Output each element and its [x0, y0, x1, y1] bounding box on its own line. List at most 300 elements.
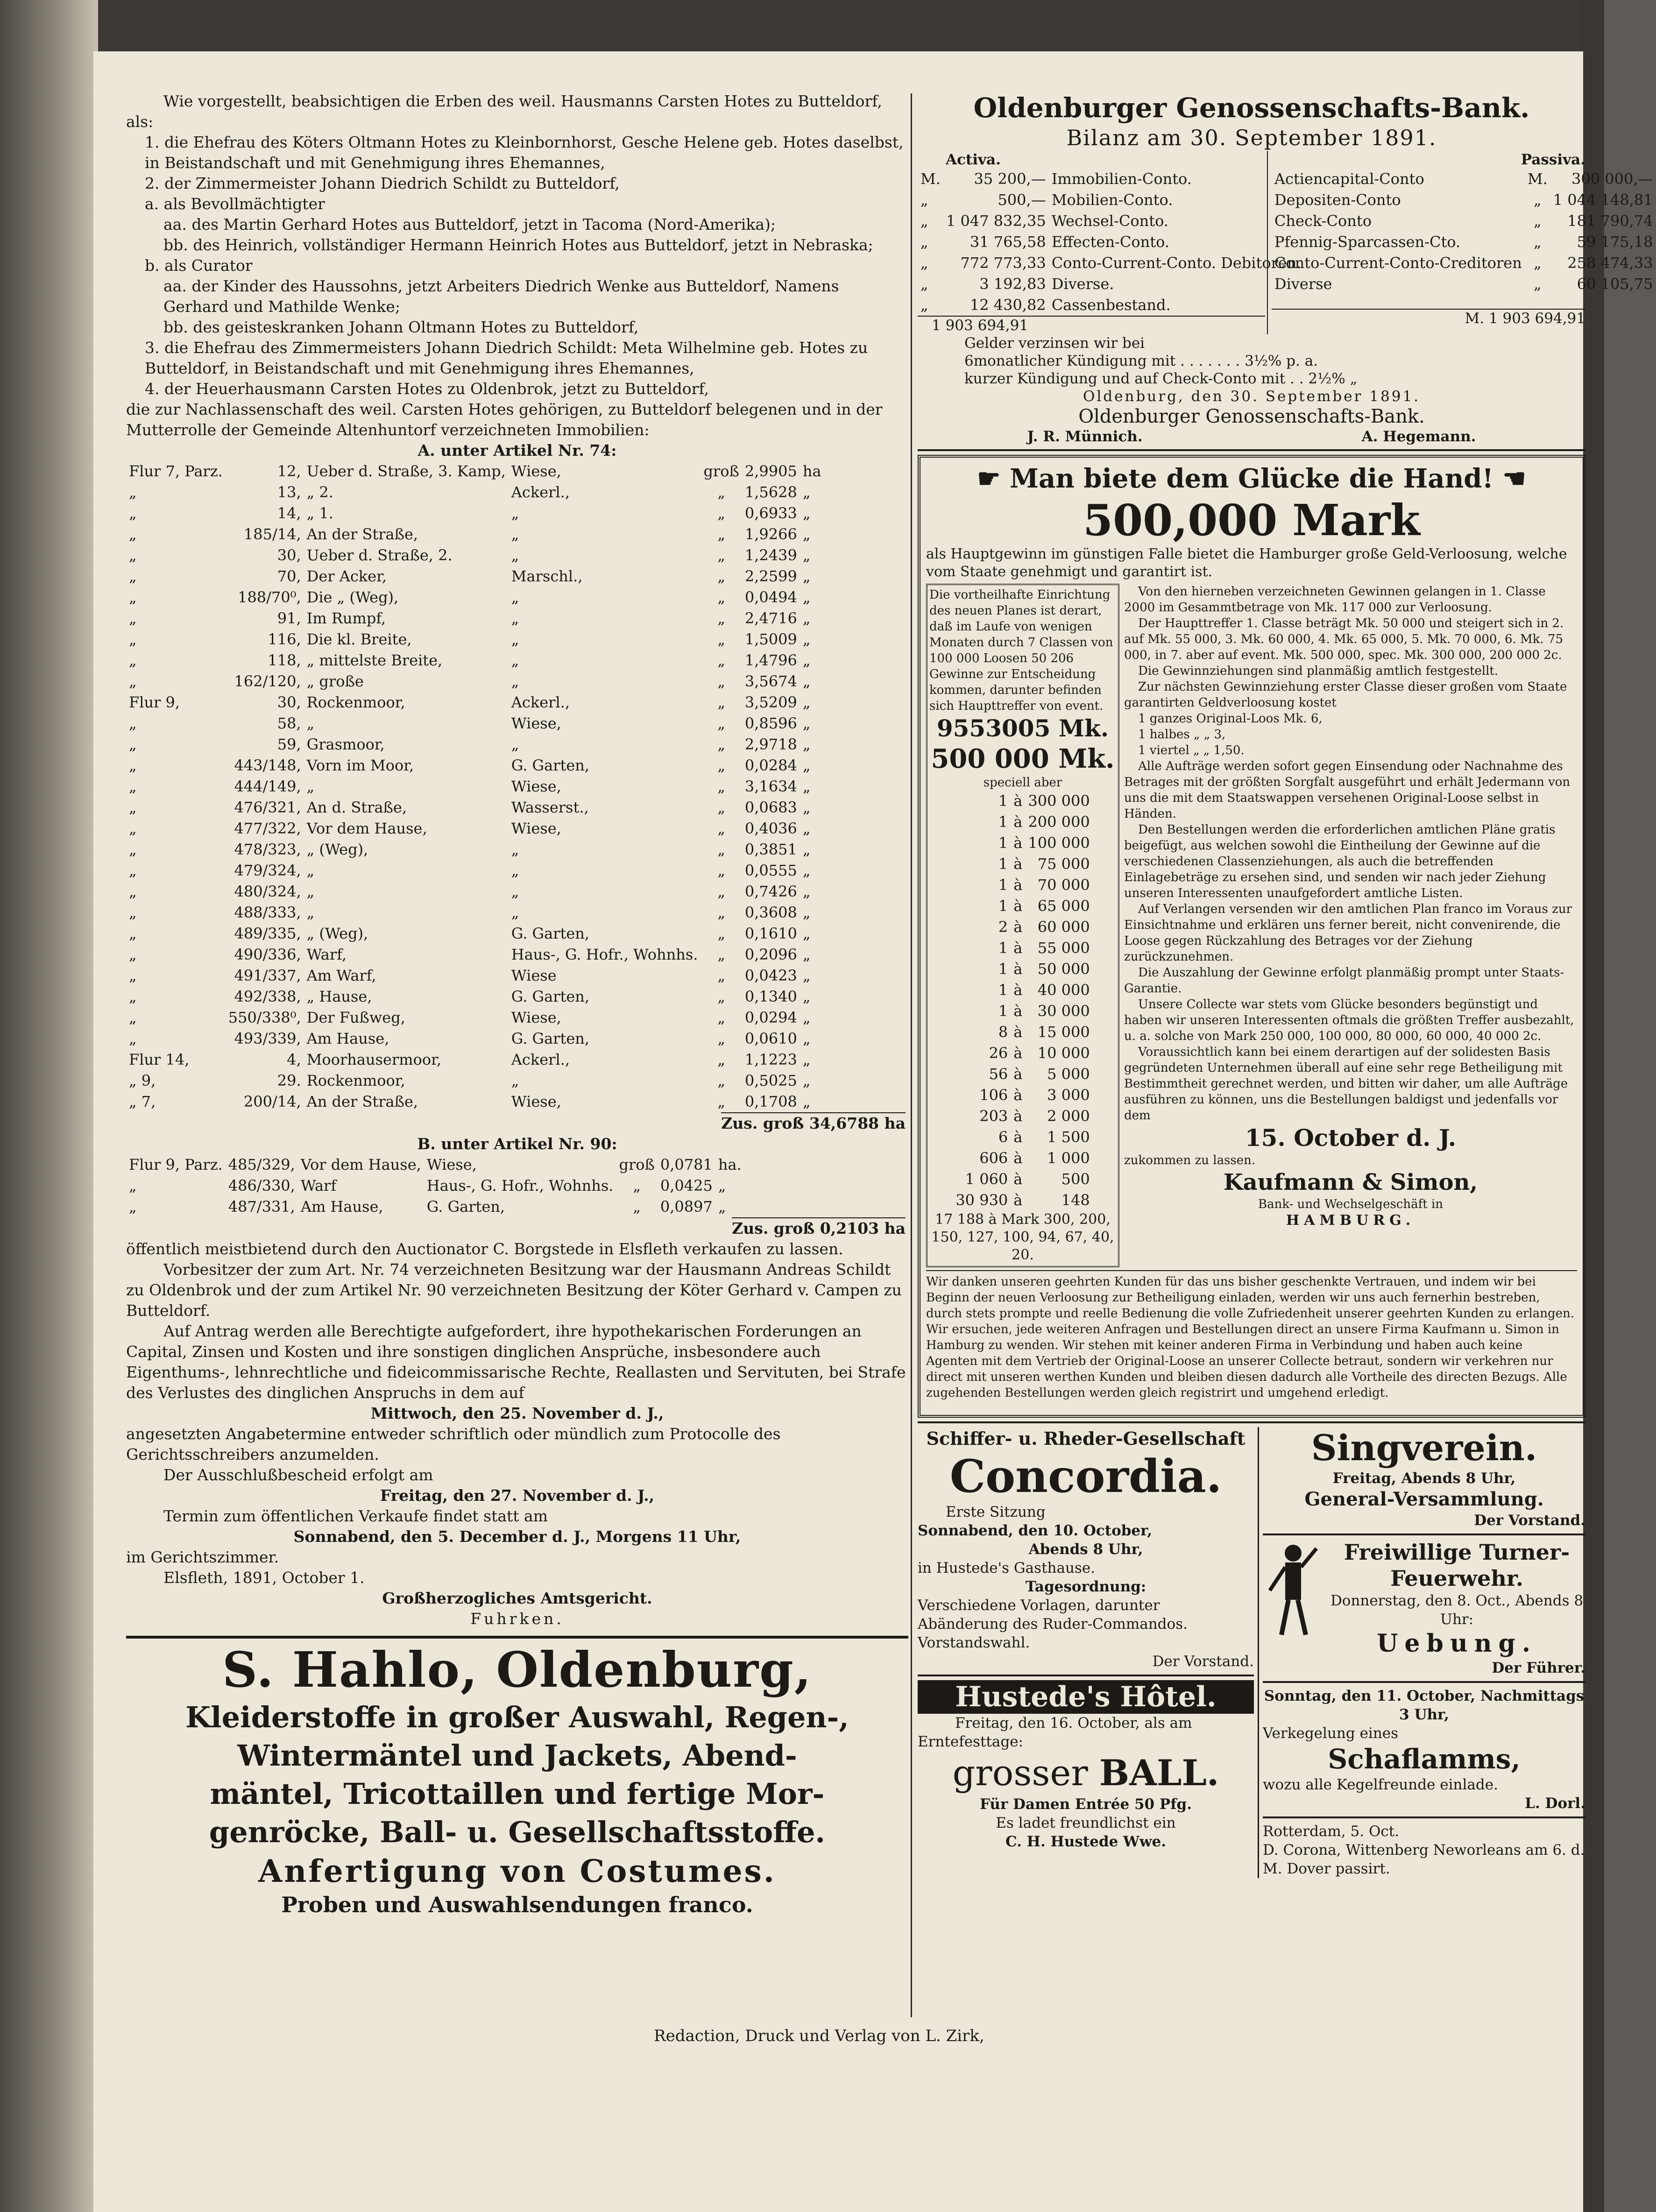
lottery-prize-cell: 1 — [998, 855, 1008, 873]
article-74-cell: „ 2. — [306, 483, 333, 501]
article-74-cell: „ — [511, 609, 519, 627]
article-74-cell: „ — [511, 504, 519, 522]
article-74-cell: „ — [306, 714, 315, 732]
lottery-prize-cell: à — [1013, 1128, 1023, 1146]
kegel-sign: L. Dorl. — [1525, 1795, 1585, 1812]
article-74-cell: Die „ (Weg), — [306, 588, 399, 606]
article-74-cell: An der Straße, — [306, 1093, 418, 1110]
singverein-name: Singverein. — [1311, 1427, 1537, 1469]
bank-columns — [918, 151, 1653, 334]
article-74-cell: Der Acker, — [306, 567, 387, 585]
article-74-cell: 1,9266 — [744, 525, 797, 543]
lottery-prize-cell: 10 000 — [1037, 1044, 1090, 1062]
passiva-cell: Depositen-Conto — [1274, 191, 1401, 209]
lottery-prize-cell: 40 000 — [1037, 981, 1090, 999]
auction-text-5: Der Ausschlußbescheid erfolgt am — [163, 1466, 433, 1484]
activa-label: Activa. — [946, 151, 1001, 168]
article-74-cell: „ — [802, 735, 811, 753]
activa-cell: „ — [920, 296, 928, 314]
estate-intro: die zur Nachlassenschaft des weil. Carsten Hotes gehörigen, zu Butteldorf belegenen und in der Mutterrolle der Gemeinde Altenhuntorf verzeichneten Immobilien: — [126, 400, 883, 439]
article-74-cell: „ große — [306, 672, 364, 690]
article-74-row — [126, 986, 824, 1007]
passiva-cell: 60 105,75 — [1577, 275, 1653, 293]
article-90-cell: G. Garten, — [426, 1198, 505, 1216]
lottery-prize-cell: 1 — [998, 792, 1008, 810]
article-74-cell: 479/324, — [234, 862, 301, 879]
heir-1: 1. die Ehefrau des Köters Oltmann Hotes zu Kleinbornhorst, Gesche Helene geb. Hotes daselbst, in Beistandschaft und mit Genehmigung ihres Ehemannes, — [145, 133, 904, 172]
article-74-cell: An der Straße, — [306, 525, 418, 543]
bank-rates-2: 6monatlicher Kündigung mit . . . . . . . 3½% p. a. — [964, 353, 1318, 369]
article-74-cell: 2,4716 — [744, 609, 797, 627]
lottery-prize-row — [953, 1064, 1092, 1085]
lottery-total: 9553005 Mk. — [936, 714, 1109, 742]
bank-place: Oldenburg, den 30. September 1891. — [1083, 388, 1421, 405]
article-74-row — [126, 734, 824, 755]
article-74-cell: Flur 14, — [129, 1051, 190, 1068]
article-74-cell: „ — [717, 967, 725, 984]
article-74-cell: „ — [717, 546, 725, 564]
singverein-sign: Der Vorstand. — [1474, 1512, 1585, 1529]
article-74-cell: 0,0423 — [744, 967, 797, 984]
imprint-footer: Redaction, Druck und Verlag von L. Zirk, — [654, 2027, 984, 2045]
auction-place-date: Elsfleth, 1891, October 1. — [163, 1569, 365, 1587]
article-74-cell: 480/324, — [234, 883, 301, 900]
feuerwehr-name: Freiwillige Turner-Feuerwehr. — [1344, 1540, 1570, 1591]
date-term-1: Mittwoch, den 25. November d. J., — [370, 1404, 664, 1422]
left-column — [126, 91, 908, 1919]
article-74-cell: „ — [129, 567, 137, 585]
activa-table — [918, 169, 1304, 316]
heir-3: 3. die Ehefrau des Zimmermeisters Johann Diedrich Schildt: Meta Wilhelmine geb. Hotes zu Butteldorf, in Beistandschaft und mit Genehmigung ihres Ehemannes, — [145, 339, 868, 377]
article-74-row — [126, 1028, 824, 1049]
column-rule — [911, 93, 912, 2017]
activa-cell: 12 430,82 — [970, 296, 1046, 314]
article-74-cell: „ — [306, 862, 315, 879]
lottery-prizes-table — [953, 791, 1092, 1211]
article-74-row — [126, 923, 824, 944]
article-74-cell: „ — [802, 1072, 811, 1089]
article-74-sum: Zus. groß 34,6788 ha — [721, 1112, 906, 1134]
article-74-cell: 488/333, — [234, 904, 301, 921]
article-74-row — [126, 566, 824, 587]
concordia-l4: in Hustede's Gasthause. — [918, 1560, 1096, 1576]
article-74-cell: Marschl., — [511, 567, 583, 585]
article-74-cell: „ — [511, 883, 519, 900]
article-90-cell: „ — [633, 1177, 641, 1194]
article-74-cell: „ — [306, 904, 315, 921]
article-74-cell: 0,3851 — [744, 841, 797, 858]
activa-row — [918, 253, 1304, 274]
passiva-row — [1272, 211, 1656, 232]
article-74-row — [126, 608, 824, 629]
article-74-cell: 0,0683 — [744, 799, 797, 816]
article-74-cell: „ — [717, 1051, 725, 1068]
lottery-prize-cell: 1 — [998, 813, 1008, 831]
article-74-cell: „ — [802, 630, 811, 648]
article-74-cell: „ — [511, 862, 519, 879]
article-74-cell: 0,7426 — [744, 883, 797, 900]
activa-cell: Immobilien-Conto. — [1051, 170, 1192, 188]
passiva-cell: 1 044 148,81 — [1553, 191, 1653, 209]
passiva-cell: Check-Conto — [1274, 212, 1372, 230]
passiva-cell: Diverse — [1274, 275, 1332, 293]
lottery-prize-cell: 50 000 — [1037, 960, 1090, 978]
article-74-cell: Warf, — [306, 946, 347, 963]
article-90-row — [126, 1196, 744, 1217]
lottery-firm: Kaufmann & Simon, — [1223, 1169, 1478, 1195]
auction-text-7: im Gerichtszimmer. — [126, 1548, 279, 1566]
lottery-headline — [926, 462, 1577, 495]
activa-cell: „ — [920, 254, 928, 272]
article-74-cell: „ — [717, 883, 725, 900]
article-74-cell: „ — [129, 988, 137, 1005]
lottery-prize-row — [953, 896, 1092, 917]
lottery-prize-cell: à — [1013, 855, 1023, 873]
lottery-prize-row — [953, 1169, 1092, 1190]
article-74-cell: „ mittelste Breite, — [306, 651, 443, 669]
article-74-cell: Wiese, — [511, 1009, 561, 1026]
article-74-row — [126, 881, 824, 902]
article-90-cell: Haus-, G. Hofr., Wohnhs. — [426, 1177, 614, 1194]
lottery-body — [926, 584, 1577, 1267]
lottery-deadline: 15. October d. J. — [1245, 1124, 1457, 1152]
article-74-cell: G. Garten, — [511, 988, 590, 1005]
lower-ads — [918, 1427, 1585, 1878]
lottery-detail-paragraph: Die Auszahlung der Gewinne erfolgt planmäßig prompt unter Staats-Garantie. — [1124, 966, 1564, 996]
article-74-cell: „ — [717, 630, 725, 648]
article-74-cell: „ — [717, 651, 725, 669]
article-74-cell: 0,0610 — [744, 1030, 797, 1047]
passiva-cell: „ — [1533, 233, 1542, 251]
lottery-prize-row — [953, 812, 1092, 833]
article-74-cell: 493/339, — [234, 1030, 301, 1047]
lottery-prize-cell: 606 — [979, 1149, 1008, 1167]
article-74-cell: „ — [129, 483, 137, 501]
article-74-cell: „ (Weg), — [306, 925, 368, 942]
feuerwehr-ad — [1263, 1539, 1585, 1677]
article-74-cell: Rockenmoor, — [306, 1072, 405, 1089]
concordia-l1: Erste Sitzung — [946, 1504, 1046, 1520]
lottery-prize-cell: 2 000 — [1047, 1107, 1090, 1125]
article-74-cell: Ueber d. Straße, 2. — [306, 546, 453, 564]
activa-row — [918, 190, 1304, 211]
lottery-prize-cell: à — [1013, 1023, 1023, 1041]
lottery-prize-cell: 1 — [998, 960, 1008, 978]
kegel-ad — [1263, 1687, 1585, 1813]
article-74-cell: „ — [717, 756, 725, 774]
article-74-cell: 3,5209 — [744, 693, 797, 711]
article-74-cell: Flur 9, — [129, 693, 180, 711]
passiva-cell: 300 000,— — [1571, 170, 1653, 188]
article-90-row — [126, 1154, 744, 1175]
lottery-prize-cell: 8 — [998, 1023, 1008, 1041]
lottery-detail-paragraph: Den Bestellungen werden die erforderlichen amtlichen Pläne gratis beigefügt, aus welchen sowohl die Eintheilung der Gewinne auf die verschiedenen Classenziehungen, als auch die betreffenden Einlagebeträge zu ersehen sind, und senden wir nach jeder Ziehung unseren Interessenten unaufgefordert amtliche Listen. — [1124, 823, 1556, 900]
article-74-cell: „ — [129, 1009, 137, 1026]
lottery-prize-cell: à — [1013, 918, 1023, 936]
lottery-top-prize: 500 000 Mk. — [931, 743, 1115, 774]
concordia-l2: Sonnabend, den 10. October, — [918, 1522, 1153, 1539]
lottery-firm-city: HAMBURG. — [1286, 1212, 1415, 1229]
lottery-detail-paragraph: 1 ganzes Original-Loos Mk. 6, — [1138, 712, 1323, 726]
article-74-cell: „ — [802, 1030, 811, 1047]
article-74-cell: „ — [802, 820, 811, 837]
concordia-name: Concordia. — [949, 1450, 1222, 1503]
article-74-cell: „ — [802, 588, 811, 606]
hahlo-proben: Proben und Auswahlsendungen franco. — [281, 1892, 753, 1917]
kegel-l1: Sonntag, den 11. October, Nachmittags 3 Uhr, — [1264, 1688, 1585, 1723]
singverein-ad — [1263, 1427, 1585, 1530]
article-74-cell: 2,9905 — [744, 462, 797, 480]
article-74-cell: groß — [703, 462, 739, 480]
article-74-cell: „ — [717, 609, 725, 627]
passiva-row — [1272, 253, 1656, 274]
divider — [926, 1270, 1577, 1271]
activa-cell: 35 200,— — [974, 170, 1046, 188]
article-74-cell: 0,1610 — [744, 925, 797, 942]
article-74-cell: „ — [129, 777, 137, 795]
lottery-prize-cell: 203 — [979, 1107, 1008, 1125]
article-74-row — [126, 461, 824, 482]
court-signer: Fuhrken. — [470, 1610, 564, 1628]
article-74-cell: 162/120, — [234, 672, 301, 690]
article-74-cell: „ — [511, 588, 519, 606]
lottery-firm-sub: Bank- und Wechselgeschäft in — [1258, 1197, 1444, 1211]
article-74-cell: 188/70⁰, — [238, 588, 301, 606]
article-74-cell: „ — [802, 609, 811, 627]
lottery-prize-box — [926, 584, 1119, 1267]
activa-cell: 772 773,33 — [960, 254, 1046, 272]
lottery-prize-row — [953, 959, 1092, 980]
lottery-deadline-pre: zukommen zu lassen. — [1124, 1153, 1256, 1167]
singverein-l2: General-Versammlung. — [1304, 1488, 1544, 1510]
article-74-cell: „ — [129, 672, 137, 690]
lottery-prize-cell: à — [1013, 1002, 1023, 1020]
article-74-cell: „ — [802, 504, 811, 522]
article-74-cell: Im Rumpf, — [306, 609, 386, 627]
article-74-cell: 0,0555 — [744, 862, 797, 879]
lottery-prize-cell: 75 000 — [1037, 855, 1090, 873]
lottery-thanks: Wir danken unseren geehrten Kunden für das uns bisher geschenkte Vertrauen, und indem wir bei Beginn der neuen Verloosung zur Betheiligung einladen, werden wir uns auch fernerhin bestreben, durch stets prompte und reelle Bedienung die volle Zufriedenheit unserer geehrten Kunden zu erlangen. Wir ersuchen, jede weiteren Anfragen und Bestellungen direct an unsere Firma Kaufmann u. Simon in Hamburg zu wenden. Wir stehen mit keiner anderen Firma in Verbindung und haben auch keine Agenten mit dem Vertrieb der Original-Loose an unserer Collecte betraut, sondern wir verkehren nur direct mit unseren werthen Kunden und bleiben diesen dadurch alle Vortheile des directen Bezugs. Alle zugehenden Bestellungen werden gleich registrirt und umgehend erledigt. — [926, 1275, 1575, 1400]
article-74-cell: Wiese, — [511, 462, 561, 480]
article-74-row — [126, 797, 824, 818]
article-74-cell: Grasmoor, — [306, 735, 385, 753]
article-74-cell: „ — [717, 777, 725, 795]
kegel-l3: Schaflamms, — [1328, 1743, 1521, 1775]
article-74-cell: An d. Straße, — [306, 799, 407, 816]
article-74-cell: 3,5674 — [744, 672, 797, 690]
article-90-heading: B. unter Artikel Nr. 90: — [417, 1135, 617, 1153]
article-74-cell: „ — [802, 483, 811, 501]
article-74-cell: 443/148, — [234, 756, 301, 774]
article-90-cell: „ — [718, 1177, 726, 1194]
article-74-cell: „ — [129, 967, 137, 984]
lottery-prize-cell: 1 — [998, 981, 1008, 999]
article-74-cell: 0,0294 — [744, 1009, 797, 1026]
article-74-cell: „ — [511, 1072, 519, 1089]
article-74-cell: „ — [511, 525, 519, 543]
article-74-cell: „ — [511, 546, 519, 564]
lottery-detail-paragraph: 1 halbes „ „ 3, — [1138, 728, 1226, 742]
hotel-ball-1: grosser — [952, 1752, 1088, 1794]
lottery-prize-row — [953, 854, 1092, 875]
article-90-cell: Vor dem Hause, — [300, 1156, 421, 1173]
article-90-cell: Flur 9, Parz. — [129, 1156, 223, 1173]
article-74-row — [126, 587, 824, 608]
article-74-row — [126, 545, 824, 566]
article-74-cell: „ — [717, 1009, 725, 1026]
concordia-l7: Vorstandswahl. — [918, 1634, 1030, 1651]
lottery-prize-cell: à — [1013, 1086, 1023, 1104]
article-74-cell: 91, — [277, 609, 301, 627]
article-90-cell: 486/330, — [228, 1177, 295, 1194]
feuerwehr-l1: Donnerstag, den 8. Oct., Abends 8 Uhr: — [1330, 1592, 1584, 1628]
lottery-prize-cell: à — [1013, 1170, 1023, 1188]
lottery-prize-cell: à — [1013, 1065, 1023, 1083]
article-74-row — [126, 503, 824, 524]
passiva-cell: Conto-Current-Conto-Creditoren — [1274, 254, 1522, 272]
divider — [918, 1421, 1585, 1423]
lottery-prize-cell: 1 — [998, 876, 1008, 894]
article-74-cell: „ — [717, 925, 725, 942]
article-74-cell: G. Garten, — [511, 1030, 590, 1047]
article-74-cell: Wasserst., — [511, 799, 589, 816]
bank-balance — [918, 91, 1653, 445]
article-74-cell: „ — [129, 799, 137, 816]
hotel-ad — [918, 1680, 1254, 1851]
lottery-prize-cell: à — [1013, 981, 1023, 999]
article-74-cell: Ackerl., — [511, 483, 570, 501]
article-74-cell: „ — [717, 841, 725, 858]
article-74-cell: 0,0284 — [744, 756, 797, 774]
article-74-cell: 1,5009 — [744, 630, 797, 648]
passiva-cell: „ — [1533, 275, 1542, 293]
lottery-detail-paragraph: Von den hierneben verzeichneten Gewinnen gelangen in 1. Classe 2000 im Gesammtbetrage von Mk. 117 000 zur Verloosung. — [1124, 585, 1546, 615]
article-74-cell: „ — [129, 820, 137, 837]
lottery-prize-cell: à — [1013, 876, 1023, 894]
lower-ads-right — [1259, 1427, 1585, 1878]
article-90-cell: 487/331, — [228, 1198, 295, 1216]
article-74-cell: „ — [802, 967, 811, 984]
article-74-cell: 14, — [277, 504, 301, 522]
activa-cell: Conto-Current-Conto. Debitoren. — [1051, 254, 1302, 272]
article-74-cell: Am Warf, — [306, 967, 376, 984]
article-74-cell: Rockenmoor, — [306, 693, 405, 711]
article-74-cell: „ — [717, 588, 725, 606]
lottery-prize-row — [953, 980, 1092, 1001]
article-74-cell: „ — [129, 651, 137, 669]
article-74-cell: 489/335, — [234, 925, 301, 942]
article-74-cell: „ — [306, 777, 315, 795]
lottery-detail-paragraph: Voraussichtlich kann bei einem derartigen auf der solidesten Basis gegründeten Unternehmen überall auf eine sehr rege Betheiligung mit Bestimmtheit gerechnet werden, und bitten wir daher, um alle Aufträge ausführen zu können, uns die Bestellungen baldigst und jedenfalls vor dem — [1124, 1045, 1568, 1123]
auction-text-2: Vorbesitzer der zum Art. Nr. 74 verzeichneten Besitzung war der Hausmann Andreas Schildt zu Oldenbrok und der zum Artikel Nr. 90 verzeichneten Besitzung der Köter Gerhard v. Campen zu Butteldorf. — [126, 1260, 902, 1320]
article-74-cell: „ — [802, 1009, 811, 1026]
divider — [1263, 1534, 1585, 1535]
passiva-cell: Actiencapital-Conto — [1274, 170, 1424, 188]
article-90-cell: 485/329, — [228, 1156, 295, 1173]
article-74-cell: 1,4796 — [744, 651, 797, 669]
lottery-prize-cell: 300 000 — [1028, 792, 1090, 810]
article-90-cell: „ — [129, 1198, 137, 1216]
lottery-prize-cell: 65 000 — [1037, 897, 1090, 915]
lottery-prize-row — [953, 1148, 1092, 1169]
article-74-cell: „ — [129, 609, 137, 627]
article-74-row — [126, 1070, 824, 1091]
article-90-cell: ha. — [718, 1156, 742, 1173]
article-74-cell: „ — [802, 1093, 811, 1110]
article-74-cell: Wiese, — [511, 714, 561, 732]
lottery-prize-row — [953, 1022, 1092, 1043]
divider — [1263, 1816, 1585, 1818]
lottery-prize-row — [953, 917, 1092, 938]
article-90-cell: groß — [619, 1156, 655, 1173]
article-74-cell: „ — [717, 714, 725, 732]
concordia-ad — [918, 1427, 1254, 1671]
article-74-table — [126, 461, 824, 1112]
article-74-cell: 30, — [277, 693, 301, 711]
passiva-cell: 258 474,33 — [1567, 254, 1653, 272]
lottery-prize-cell: 60 000 — [1037, 918, 1090, 936]
divider — [918, 1675, 1254, 1676]
auction-intro: Wie vorgestellt, beabsichtigen die Erben des weil. Hausmanns Carsten Hotes zu Butteldorf, als: — [126, 92, 882, 131]
article-74-cell: ha — [802, 462, 821, 480]
article-74-cell: 0,6933 — [744, 504, 797, 522]
lottery-prize-row — [953, 833, 1092, 854]
heir-2a: a. als Bevollmächtigter — [145, 195, 325, 213]
article-74-cell: „ — [129, 925, 137, 942]
passiva-cell: Pfennig-Sparcassen-Cto. — [1274, 233, 1461, 251]
activa-row — [918, 169, 1304, 190]
heir-2b: b. als Curator — [145, 256, 253, 275]
article-74-cell: 3,1634 — [744, 777, 797, 795]
auction-text-4: angesetzten Angabetermine entweder schriftlich oder mündlich zum Protocolle des Gerichtsschreibers anzumelden. — [126, 1425, 781, 1463]
lottery-prize-cell: 6 — [998, 1128, 1008, 1146]
article-74-row — [126, 902, 824, 923]
article-74-row — [126, 671, 824, 692]
kegel-l2: Verkegelung eines — [1263, 1725, 1399, 1742]
passiva-cell: „ — [1533, 212, 1542, 230]
article-74-cell: 476/321, — [234, 799, 301, 816]
hotel-ball — [918, 1751, 1254, 1795]
article-90-cell: „ — [129, 1177, 137, 1194]
heir-2a-aa: aa. des Martin Gerhard Hotes aus Butteldorf, jetzt in Tacoma (Nord-Amerika); — [163, 215, 776, 233]
bank-subtitle: Bilanz am 30. September 1891. — [1066, 125, 1437, 150]
article-74-cell: 490/336, — [234, 946, 301, 963]
article-74-cell: 0,4036 — [744, 820, 797, 837]
article-90-cell: Warf — [300, 1177, 337, 1194]
article-74-cell: „ — [802, 799, 811, 816]
article-74-cell: „ — [717, 799, 725, 816]
hahlo-line-1: Kleiderstoffe in großer Auswahl, Regen-, — [185, 1700, 849, 1734]
passiva-row — [1272, 232, 1656, 253]
article-74-cell: „ — [802, 946, 811, 963]
article-74-row — [126, 776, 824, 797]
lottery-prize-cell: 148 — [1061, 1191, 1090, 1209]
auction-text-3: Auf Antrag werden alle Berechtigte aufgefordert, ihre hypothekarischen Forderungen an Capital, Zinsen und Kosten und ihre sonstigen dinglichen Ansprüche, insbesondere auch Eigenthums-, lehnrechtliche und fideicommissarische Rechte, Reallasten und Servituten, bei Strafe des Verlustes des dinglichen Anspruchs in dem auf — [126, 1322, 906, 1402]
hotel-l3: Es ladet freundlichst ein — [996, 1815, 1176, 1831]
article-74-cell: „ — [129, 714, 137, 732]
activa-cell: „ — [920, 191, 928, 209]
article-74-cell: 1,1223 — [744, 1051, 797, 1068]
heir-4: 4. der Heuerhausmann Carsten Hotes zu Oldenbrok, jetzt zu Butteldorf, — [145, 380, 709, 398]
lottery-detail-paragraph: Unsere Collecte war stets vom Glücke besonders begünstigt und haben wir unseren Interessenten oftmals die größten Treffer ausbezahlt, u. a. solche von Mark 250 000, 100 000, 80 000, 60 000, 40 000 2c. — [1124, 997, 1574, 1043]
article-74-row — [126, 482, 824, 503]
article-74-cell: 492/338, — [234, 988, 301, 1005]
article-74-cell: 0,5025 — [744, 1072, 797, 1089]
feuerwehr-l2: Uebung. — [1377, 1629, 1537, 1658]
hotel-name: Hustede's Hôtel. — [918, 1680, 1254, 1714]
article-74-cell: Ackerl., — [511, 693, 570, 711]
lottery-prize-cell: 70 000 — [1037, 876, 1090, 894]
